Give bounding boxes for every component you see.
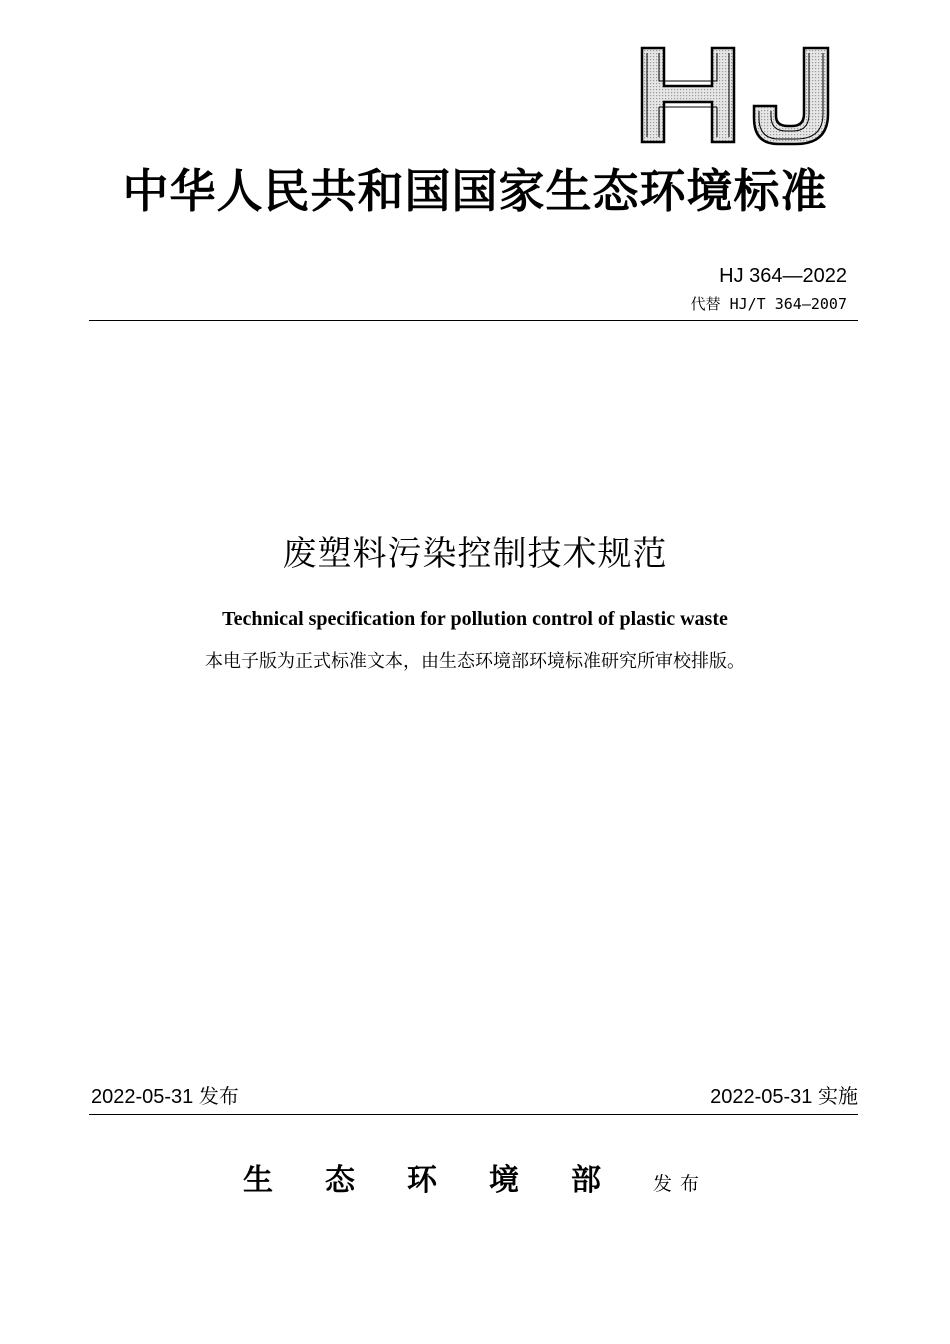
issue-date: 2022-05-31 发布: [91, 1086, 239, 1108]
issuer-action: 发布: [652, 1173, 707, 1195]
issuing-authority-title: 中华人民共和国国家生态环境标准: [122, 164, 828, 218]
edition-note: 本电子版为正式标准文本，由生态环境部环境标准研究所审校排版。: [205, 651, 745, 672]
implementation-date: 2022-05-31 实施: [710, 1086, 858, 1108]
hj-logo-icon: [638, 44, 834, 148]
bottom-divider: [89, 1114, 858, 1115]
document-title-chinese: 废塑料污染控制技术规范: [282, 534, 668, 574]
standard-number: HJ 364—2022: [719, 265, 847, 287]
issuer-line: [0, 1163, 950, 1198]
top-divider: [89, 320, 858, 321]
issuer-name: 生态环境部: [242, 1163, 653, 1198]
replaces-standard: 代替 HJ/T 364—2007: [690, 295, 847, 313]
document-title-english: Technical specification for pollution control of plastic waste: [222, 608, 728, 630]
